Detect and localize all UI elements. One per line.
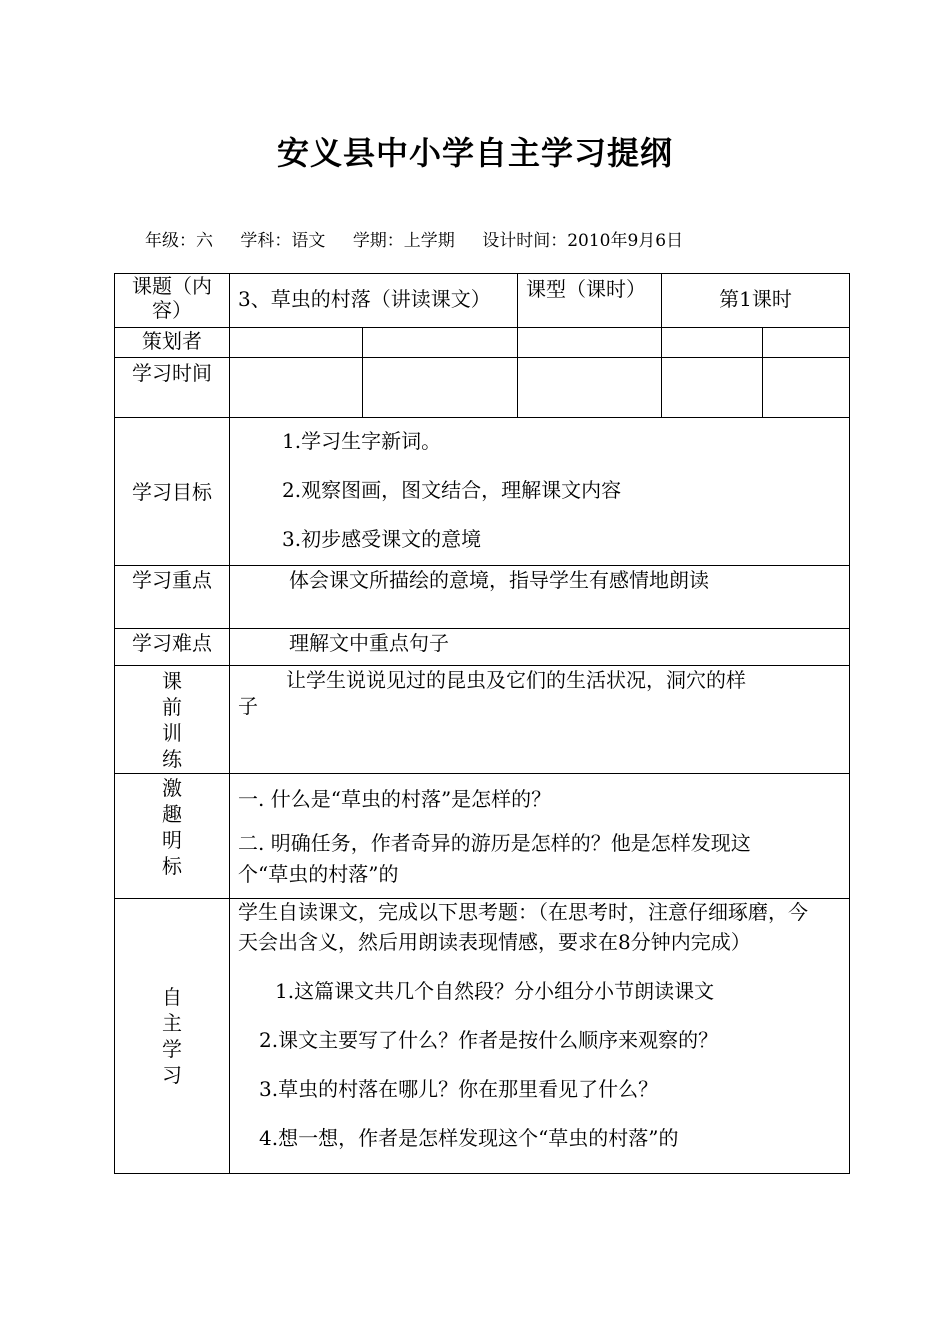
planner-label: 策划者 [115, 328, 230, 358]
pretrain-row [115, 666, 850, 774]
planner-cell-4 [662, 328, 763, 358]
study-outline-table [114, 273, 850, 1174]
planner-cell-2 [363, 328, 518, 358]
study-time-cell-3 [518, 358, 662, 418]
self-study-row [115, 899, 850, 1174]
study-time-label: 学习时间 [115, 358, 230, 418]
self-study-label: 自 主 学 习 [115, 899, 230, 1174]
motivate-label: 激 趣 明 标 [115, 774, 230, 899]
difficulty-row [115, 629, 850, 666]
key-label: 学习重点 [115, 566, 230, 629]
difficulty-label: 学习难点 [115, 629, 230, 666]
self-study-value: 学生自读课文，完成以下思考题：（在思考时，注意仔细琢磨，今 天会出含义，然后用朗读表现情感，要求在8分钟内完成） 1.这篇课文共几个自然段？分小组分小节朗读课文 2.课文主要写了什么？作者是按什么顺序来观察的？ 3.草虫的村落在哪儿？你在那里看见了什么？ 4.想一想，作者是怎样发现这个“草虫的村落”的 [230, 899, 850, 1174]
self-item: 4.想一想，作者是怎样发现这个“草虫的村落”的 [259, 1126, 679, 1150]
topic-value: 3、草虫的村落（讲读课文） [230, 274, 518, 328]
term: 学期：上学期 [352, 231, 455, 251]
planner-row [115, 328, 850, 358]
difficulty-value: 理解文中重点句子 [230, 629, 850, 666]
goal-item: 1.学习生字新词。 [282, 429, 442, 453]
topic-label: 课题（内容） [115, 274, 230, 328]
pretrain-label: 课 前 训 练 [115, 666, 230, 774]
key-value: 体会课文所描绘的意境，指导学生有感情地朗读 [230, 566, 850, 629]
topic-row [115, 274, 850, 328]
study-time-cell-5 [763, 358, 850, 418]
type-label: 课型（课时） [518, 274, 662, 328]
goal-item: 2.观察图画，图文结合，理解课文内容 [282, 478, 622, 502]
type-value: 第1课时 [662, 274, 850, 328]
self-item: 1.这篇课文共几个自然段？分小组分小节朗读课文 [275, 979, 715, 1003]
motivate-value: 一. 什么是“草虫的村落”是怎样的？ 二. 明确任务，作者奇异的游历是怎样的？他是怎样发现这 个“草虫的村落”的 [230, 774, 850, 899]
design-time: 设计时间：2010年9月6日 [482, 231, 684, 251]
study-time-cell-1 [230, 358, 363, 418]
meta-line [145, 226, 705, 251]
subject: 学科：语文 [240, 231, 326, 251]
goals-list [230, 418, 850, 566]
planner-cell-3 [518, 328, 662, 358]
document-title: 安义县中小学自主学习提纲 [276, 134, 673, 172]
key-row [115, 566, 850, 629]
planner-cell-5 [763, 328, 850, 358]
motivate-row [115, 774, 850, 899]
study-time-cell-2 [363, 358, 518, 418]
self-item: 2.课文主要写了什么？作者是按什么顺序来观察的？ [259, 1028, 719, 1052]
goals-label: 学习目标 [115, 418, 230, 566]
goal-item: 3.初步感受课文的意境 [282, 527, 482, 551]
study-time-row [115, 358, 850, 418]
self-item: 3.草虫的村落在哪儿？你在那里看见了什么？ [259, 1077, 659, 1101]
study-time-cell-4 [662, 358, 763, 418]
planner-cell-1 [230, 328, 363, 358]
pretrain-value: 让学生说说见过的昆虫及它们的生活状况，洞穴的样 子 [230, 666, 850, 774]
grade: 年级：六 [145, 231, 213, 251]
goals-row [115, 418, 850, 566]
